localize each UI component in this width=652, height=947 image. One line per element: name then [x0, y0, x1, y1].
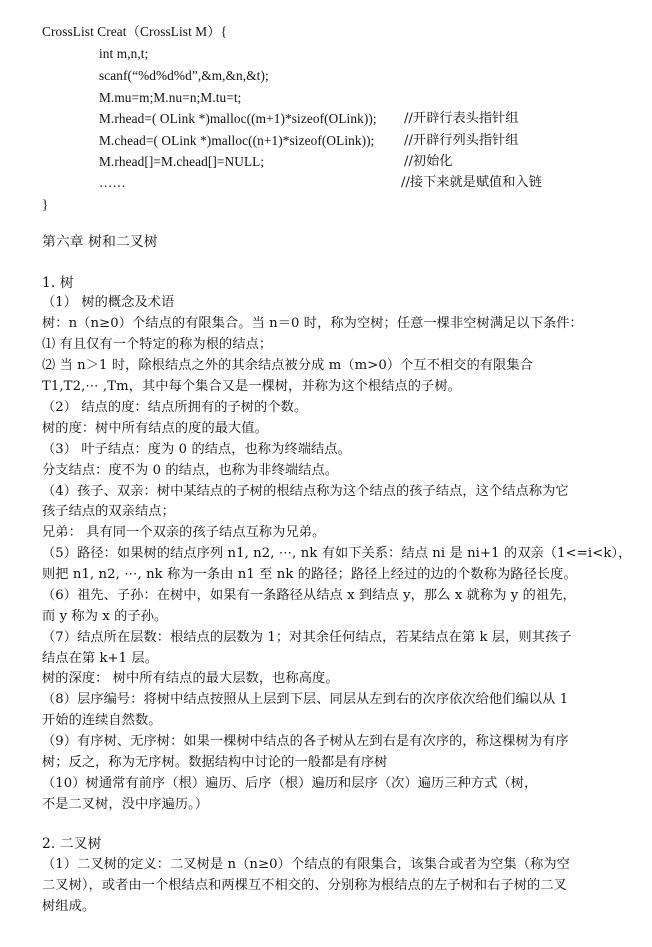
code-line: M.chead=( OLink *)malloc((n+1)*sizeof(OLink)); — [99, 133, 375, 148]
text-line: （5）路径：如果树的结点序列 n1, n2, ⋯, nk 有如下关系：结点 ni 是 ni+1 的双亲（1<=i<k）， — [42, 546, 632, 561]
text-line: 开始的连续自然数。 — [42, 713, 162, 728]
text-line: 孩子结点的双亲结点； — [42, 504, 175, 519]
text-line: （1）二叉树的定义：二叉树是 n（n≥0）个结点的有限集合，该集合或者为空集（称为空 — [42, 857, 570, 872]
text-line: 树组成。 — [42, 899, 96, 914]
code-comment: //初始化 — [404, 154, 453, 169]
text-line: （10）树通常有前序（根）遍历、后序（根）遍历和层序（次）遍历三种方式（树， — [42, 776, 538, 791]
text-line: T1,T2,⋯ ,Tm，其中每个集合又是一棵树，并称为这个根结点的子树。 — [42, 379, 461, 394]
chapter-title: 第六章 树和二叉树 — [42, 234, 158, 250]
text-line: （8）层序编号：将树中结点按照从上层到下层、同层从左到右的次序依次给他们编以从 1 — [42, 692, 569, 707]
text-line: 二叉树），或者由一个根结点和两棵互不相交的、分别称为根结点的左子树和右子树的二叉 — [42, 878, 567, 893]
text-line: 结点在第 k+1 层。 — [42, 651, 159, 666]
section-title: 1. 树 — [42, 275, 74, 291]
text-line: ⑵ 当 n＞1 时，除根结点之外的其余结点被分成 m（m>0）个互不相交的有限集合 — [42, 358, 534, 373]
code-line: M.mu=m;M.nu=n;M.tu=t; — [99, 90, 242, 105]
text-line: 则把 n1, n2, ⋯, nk 称为一条由 n1 至 nk 的路径；路径上经过的边的个数称为路径长度。 — [42, 567, 577, 582]
code-line: } — [42, 197, 49, 212]
text-line: 树；反之，称为无序树。数据结构中讨论的一般都是有序树 — [42, 755, 388, 770]
text-line: （2） 结点的度：结点所拥有的子树的个数。 — [42, 400, 308, 415]
code-comment: //开辟行列头指针组 — [404, 133, 519, 148]
text-line: ⑴ 有且仅有一个特定的称为根的结点； — [42, 337, 273, 352]
text-line: （9）有序树、无序树：如果一棵树中结点的各子树从左到右是有次序的，称这棵树为有序 — [42, 734, 569, 749]
text-line: （7）结点所在层数：根结点的层数为 1；对其余任何结点，若某结点在第 k 层，则其孩子 — [42, 630, 572, 645]
text-line: 树的深度： 树中所有结点的最大层数，也称高度。 — [42, 671, 339, 686]
code-comment: //接下来就是赋值和入链 — [401, 175, 542, 190]
text-line: 分支结点：度不为 0 的结点，也称为非终端结点。 — [42, 463, 339, 478]
text-line: （1） 树的概念及术语 — [42, 295, 175, 310]
code-line: …… — [99, 175, 126, 190]
text-line: 兄弟： 具有同一个双亲的孩子结点互称为兄弟。 — [42, 525, 326, 540]
code-line: M.rhead[]=M.chead[]=NULL; — [99, 154, 265, 169]
text-line: 树：n（n≥0）个结点的有限集合。当 n＝0 时，称为空树；任意一棵非空树满足以下条件： — [42, 316, 583, 331]
code-line: int m,n,t; — [99, 46, 149, 61]
text-line: 树的度：树中所有结点的度的最大值。 — [42, 421, 268, 436]
text-line: 而 y 称为 x 的子孙。 — [42, 609, 168, 624]
section-title: 2. 二叉树 — [42, 836, 102, 852]
code-line: CrossList Creat（CrossList M）{ — [42, 24, 228, 39]
code-comment: //开辟行表头指针组 — [404, 111, 519, 126]
text-line: （6）祖先、子孙：在树中，如果有一条路径从结点 x 到结点 y，那么 x 就称为 y 的祖先， — [42, 588, 576, 603]
text-line: 不是二叉树，没中序遍历。） — [42, 797, 209, 812]
text-line: （3） 叶子结点：度为 0 的结点，也称为终端结点。 — [42, 442, 351, 457]
code-line: M.rhead=( OLink *)malloc((m+1)*sizeof(OLink)); — [99, 111, 377, 126]
code-line: scanf(“%d%d%d”,&m,&n,&t); — [99, 68, 269, 83]
text-line: （4）孩子、双亲：树中某结点的子树的根结点称为这个结点的孩子结点，这个结点称为它 — [42, 484, 569, 499]
